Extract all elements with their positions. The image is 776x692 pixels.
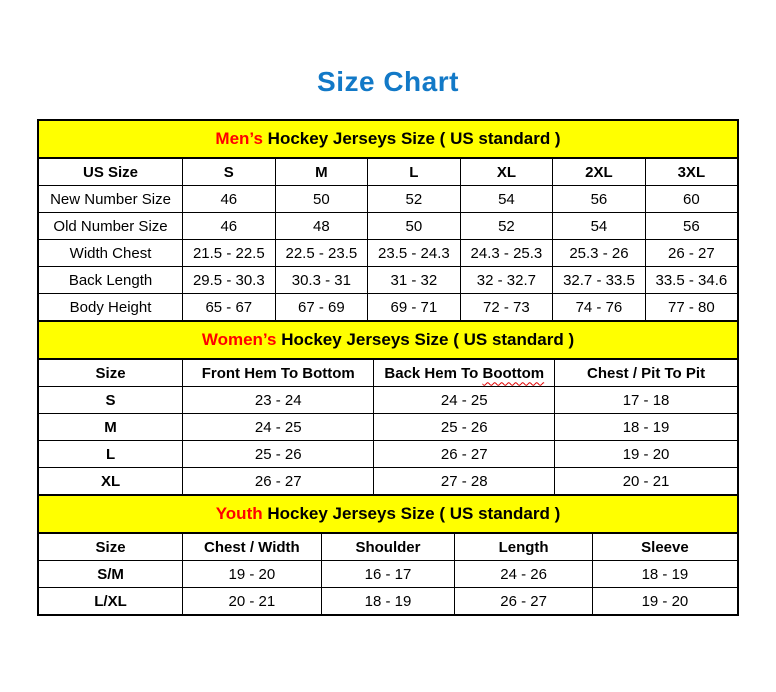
cell: 24.3 - 25.3 <box>460 240 553 267</box>
cell: 18 - 19 <box>321 588 455 616</box>
cell: 25.3 - 26 <box>553 240 646 267</box>
womens-size-table <box>37 320 739 496</box>
row-label: S/M <box>38 561 183 588</box>
cell: 19 - 20 <box>555 441 738 468</box>
page-title: Size Chart <box>317 66 459 97</box>
table-row <box>38 588 738 616</box>
column-header: Front Hem To Bottom <box>183 359 374 387</box>
cell: 54 <box>553 213 646 240</box>
womens-banner-text: Hockey Jerseys Size ( US standard ) <box>276 330 575 349</box>
column-header: Sleeve <box>592 533 738 561</box>
size-chart <box>37 119 739 616</box>
mens-section-banner <box>38 120 738 158</box>
cell: 30.3 - 31 <box>275 267 368 294</box>
youth-header-row <box>38 533 738 561</box>
cell: 23.5 - 24.3 <box>368 240 461 267</box>
cell: 26 - 27 <box>374 441 555 468</box>
row-label: XL <box>38 468 183 496</box>
cell: 48 <box>275 213 368 240</box>
cell: 26 - 27 <box>645 240 738 267</box>
cell: 17 - 18 <box>555 387 738 414</box>
column-header: Size <box>38 533 183 561</box>
cell: 50 <box>368 213 461 240</box>
cell: 32.7 - 33.5 <box>553 267 646 294</box>
cell: 24 - 25 <box>374 387 555 414</box>
cell: 77 - 80 <box>645 294 738 322</box>
row-label: Back Length <box>38 267 183 294</box>
cell: 29.5 - 30.3 <box>183 267 276 294</box>
table-row <box>38 441 738 468</box>
cell: 25 - 26 <box>374 414 555 441</box>
mens-header-row <box>38 158 738 186</box>
cell: 46 <box>183 213 276 240</box>
table-row <box>38 267 738 294</box>
cell: 31 - 32 <box>368 267 461 294</box>
mens-banner-highlight: Men’s <box>215 129 263 148</box>
column-header-misspelled <box>374 359 555 387</box>
table-row <box>38 468 738 496</box>
row-label: L <box>38 441 183 468</box>
table-row <box>38 240 738 267</box>
row-label: S <box>38 387 183 414</box>
cell: 56 <box>553 186 646 213</box>
youth-banner-row <box>38 495 738 533</box>
cell: 60 <box>645 186 738 213</box>
cell: 27 - 28 <box>374 468 555 496</box>
mens-banner-row <box>38 120 738 158</box>
misspelled-word: Boottom <box>482 364 545 382</box>
table-row <box>38 294 738 322</box>
cell: 25 - 26 <box>183 441 374 468</box>
cell: 20 - 21 <box>183 588 322 616</box>
row-label: M <box>38 414 183 441</box>
cell: 18 - 19 <box>592 561 738 588</box>
cell: 52 <box>460 213 553 240</box>
cell: 74 - 76 <box>553 294 646 322</box>
cell: 33.5 - 34.6 <box>645 267 738 294</box>
column-header: Chest / Pit To Pit <box>555 359 738 387</box>
column-header-prefix: Back Hem To <box>384 364 483 382</box>
column-header: 3XL <box>645 158 738 186</box>
column-header: Length <box>455 533 593 561</box>
row-label: Old Number Size <box>38 213 183 240</box>
column-header: L <box>368 158 461 186</box>
column-header: Chest / Width <box>183 533 322 561</box>
column-header: Shoulder <box>321 533 455 561</box>
cell: 72 - 73 <box>460 294 553 322</box>
womens-header-row <box>38 359 738 387</box>
column-header: XL <box>460 158 553 186</box>
cell: 20 - 21 <box>555 468 738 496</box>
table-row <box>38 561 738 588</box>
youth-banner-highlight: Youth <box>215 504 263 523</box>
table-row <box>38 213 738 240</box>
cell: 46 <box>183 186 276 213</box>
cell: 19 - 20 <box>183 561 322 588</box>
mens-banner-text: Hockey Jerseys Size ( US standard ) <box>262 129 561 148</box>
row-label: Body Height <box>38 294 183 322</box>
column-header: M <box>275 158 368 186</box>
womens-banner-row <box>38 321 738 359</box>
cell: 56 <box>645 213 738 240</box>
cell: 21.5 - 22.5 <box>183 240 276 267</box>
column-header: S <box>183 158 276 186</box>
cell: 54 <box>460 186 553 213</box>
mens-size-table <box>37 119 739 322</box>
cell: 67 - 69 <box>275 294 368 322</box>
table-row <box>38 414 738 441</box>
row-label: Width Chest <box>38 240 183 267</box>
cell: 52 <box>368 186 461 213</box>
row-label: New Number Size <box>38 186 183 213</box>
womens-banner-highlight: Women’s <box>201 330 277 349</box>
column-header: Size <box>38 359 183 387</box>
column-header: 2XL <box>553 158 646 186</box>
womens-section-banner <box>38 321 738 359</box>
row-label: L/XL <box>38 588 183 616</box>
table-row <box>38 186 738 213</box>
youth-size-table <box>37 494 739 616</box>
cell: 26 - 27 <box>455 588 593 616</box>
cell: 24 - 26 <box>455 561 593 588</box>
youth-section-banner <box>38 495 738 533</box>
cell: 32 - 32.7 <box>460 267 553 294</box>
cell: 23 - 24 <box>183 387 374 414</box>
cell: 69 - 71 <box>368 294 461 322</box>
cell: 50 <box>275 186 368 213</box>
cell: 19 - 20 <box>592 588 738 616</box>
cell: 26 - 27 <box>183 468 374 496</box>
cell: 65 - 67 <box>183 294 276 322</box>
cell: 22.5 - 23.5 <box>275 240 368 267</box>
table-row <box>38 387 738 414</box>
youth-banner-text: Hockey Jerseys Size ( US standard ) <box>262 504 561 523</box>
cell: 24 - 25 <box>183 414 374 441</box>
column-header: US Size <box>38 158 183 186</box>
cell: 16 - 17 <box>321 561 455 588</box>
cell: 18 - 19 <box>555 414 738 441</box>
